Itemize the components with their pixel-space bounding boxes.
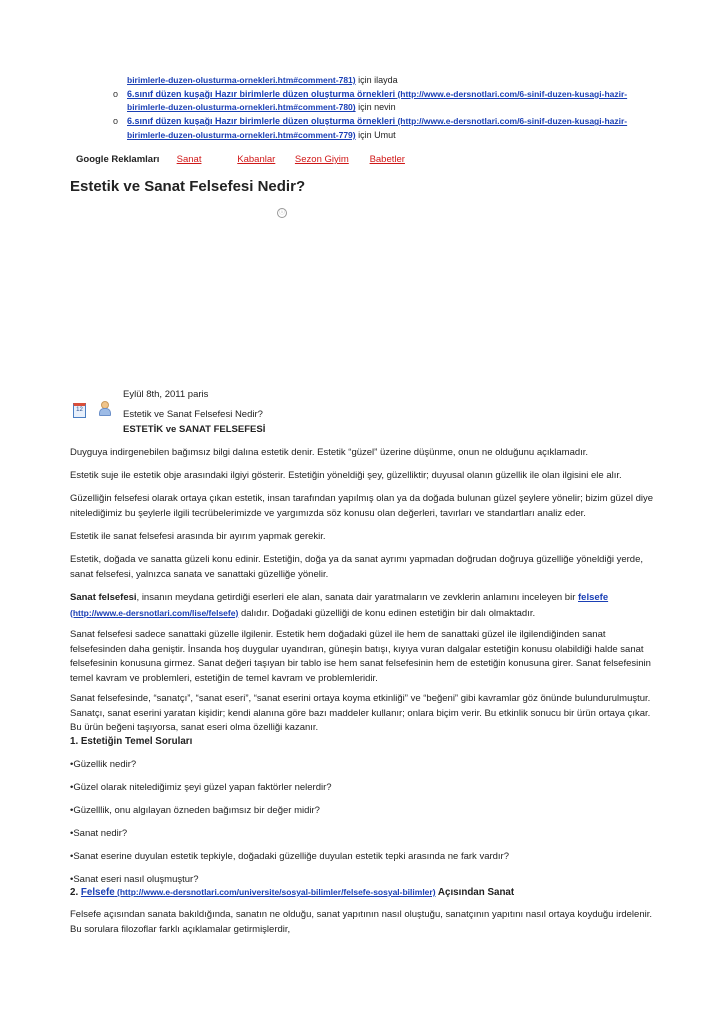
comment-row	[113, 129, 673, 143]
paragraph: Sanat felsefesi sadece sanattaki güzelle ilgilenir. Estetik hem doğadaki güzel ile hem de sanattaki güzel ile ilgilendiğinden sanat felsefesinden daha geniştir. İnsanda hoş duygular uyandıran, güneşin batışı, kıyıya vuran dalgalar estetiğin konusu olabildiği halde sanat felsefesinin konusuna girmez. Sanat değeri taşıyan bir tablo ise hem sanat felsefesinin hem de estetiğin konusuna girer. Sanat felsefesinin temel kavram ve problemleri, estetiğin de temel kavram ve problemleridir.	[70, 629, 651, 684]
list-item: •Sanat nedir?	[70, 828, 128, 839]
bold-term: Sanat felsefesi	[70, 592, 137, 603]
comment-list	[113, 74, 673, 143]
post-date: Eylül 8th, 2011 paris	[123, 389, 209, 400]
section-heading	[70, 885, 660, 901]
ads-bar	[76, 154, 405, 165]
heading-number: 2.	[70, 887, 81, 898]
comment-author: için ilayda	[355, 75, 398, 85]
paragraph: Sanat felsefesinde, “sanatçı”, “sanat eseri”, “sanat eserini ortaya koyma etkinliği” ve “beğeni” gibi kavramlar göz önünde bulundurulmuştur. Sanatçı, sanat eserini yaratan kişidir; kendi alanına göre bazı maddeler kullanır; onlara biçim verir. Bu etkinlik sonucu bir ürün ortaya çıkar. Bu ürün beğeni taşıyorsa, sanat eseri olma özelliği kazanır.	[70, 693, 651, 733]
paragraph: Estetik, doğada ve sanatta güzeli konu edinir. Estetiğin, doğa ya da sanat ayrımı yapmadan doğrudan doğruya güzelliğe yöneldiği yerde, sanat felsefesi, yalnızca sanata ve sanattaki güzelliğe yönelir.	[70, 554, 644, 580]
list-item: •Sanat eserine duyulan estetik tepkiyle, doğadaki güzelliğe duyulan estetik tepki arasında ne fark vardır?	[70, 851, 510, 862]
list-bullet: o	[113, 116, 119, 127]
comment-title-link[interactable]: 6.sınıf düzen kuşağı Hazır birimlerle düzen oluşturma örnekleri	[127, 88, 396, 99]
comment-author: için nevin	[355, 102, 396, 113]
list-bullet: o	[113, 88, 119, 99]
ad-link-sezon-giyim[interactable]: Sezon Giyim	[294, 154, 349, 165]
comment-row	[113, 88, 673, 102]
comment-link[interactable]: birimlerle-duzen-olusturma-ornekleri.htm#comment-779)	[127, 129, 356, 140]
comment-link[interactable]: birimlerle-duzen-olusturma-ornekleri.htm#comment-780)	[127, 102, 356, 113]
post-subtitle: Estetik ve Sanat Felsefesi Nedir?	[123, 409, 263, 420]
paragraph: Felsefe açısından sanata bakıldığında, sanatın ne olduğu, sanat yapıtının nasıl oluştuğu, sanatçının yapıtını nasıl ortaya koyduğu irdelenir. Bu sorulara filozoflar farklı açıklamalar getirmişlerdir,	[70, 909, 652, 935]
ad-link-babetler[interactable]: Babetler	[369, 154, 405, 165]
list-item: •Güzellik nedir?	[70, 759, 137, 770]
comment-row	[113, 115, 673, 129]
paragraph: Güzelliğin felsefesi olarak ortaya çıkan estetik, insan tarafından yapılmış olan ya da doğada bulunan güzel şeylere yönelir; bizim güzel diye nitelediğimiz bu şeylerle ilgili tecrübelerimizde ve yargımızda söz konusu olan değerleri, tavırları ve standartları analiz eder.	[70, 493, 653, 519]
section-heading: 1. Estetiğin Temel Soruları	[70, 736, 193, 747]
paragraph: Estetik ile sanat felsefesi arasında bir ayırım yapmak gerekir.	[70, 531, 326, 542]
felsefe-link[interactable]: felsefe	[578, 592, 609, 603]
comment-link[interactable]: birimlerle-duzen-olusturma-ornekleri.htm#comment-781)	[127, 75, 356, 85]
calendar-icon: 12	[73, 403, 86, 418]
list-item: •Sanat eseri nasıl oluşmuştur?	[70, 874, 199, 885]
ad-link-kabanlar[interactable]: Kabanlar	[237, 154, 276, 165]
felsefe-url-link[interactable]: (http://www.e-dersnotlari.com/lise/felsefe)	[70, 607, 239, 618]
comment-title-link[interactable]: 6.sınıf düzen kuşağı Hazır birimlerle düzen oluşturma örnekleri	[127, 116, 396, 127]
paragraph-text: , insanın meydana getirdiği eserleri ele alan, sanata dair yaratmaların ve zevklerin anlamını inceleyen bir	[136, 592, 578, 603]
page-title: Estetik ve Sanat Felsefesi Nedir?	[70, 178, 306, 195]
paragraph: Estetik suje ile estetik obje arasındaki ilgiyi gösterir. Estetiğin yöneldiği şey, güzelliktir; duyusal olanın güzellik ile olan ilgisini ele alır.	[70, 470, 622, 481]
post-heading: ESTETİK ve SANAT FELSEFESİ	[123, 424, 266, 435]
felsefe-heading-link[interactable]: Felsefe	[80, 887, 115, 898]
comment-link[interactable]: (http://www.e-dersnotlari.com/6-sinif-duzen-kusagi-hazir-	[395, 88, 628, 99]
paragraph	[70, 590, 660, 621]
list-item: •Güzelllik, onu algılayan özneden bağımsız bir değer midir?	[70, 805, 320, 816]
comment-link[interactable]: (http://www.e-dersnotlari.com/6-sinif-duzen-kusagi-hazir-	[395, 116, 628, 127]
paragraph-text: dalıdır. Doğadaki güzelliği de konu edinen estetiğin bir dalı olmaktadır.	[238, 607, 536, 619]
felsefe-heading-url-link[interactable]: (http://www.e-dersnotlari.com/universite/sosyal-bilimler/felsefe-sosyal-bilimler)	[114, 887, 436, 897]
paragraph: Duyguya indirgenebilen bağımsız bilgi dalına estetik denir. Estetik “güzel” üzerine düşünme, onun ne olduğunu açıklamadır.	[70, 447, 589, 458]
comment-author: için Umut	[355, 129, 396, 140]
info-icon[interactable]: ⓘ	[278, 210, 285, 216]
comment-row	[113, 74, 673, 88]
list-item: •Güzel olarak nitelediğimiz şeyi güzel yapan faktörler nelerdir?	[70, 782, 332, 793]
heading-suffix: Açısından Sanat	[435, 887, 515, 898]
ads-label: Google Reklamları	[76, 154, 160, 165]
ad-link-sanat[interactable]: Sanat	[176, 154, 202, 165]
user-icon	[98, 401, 110, 415]
comment-row	[113, 101, 673, 115]
